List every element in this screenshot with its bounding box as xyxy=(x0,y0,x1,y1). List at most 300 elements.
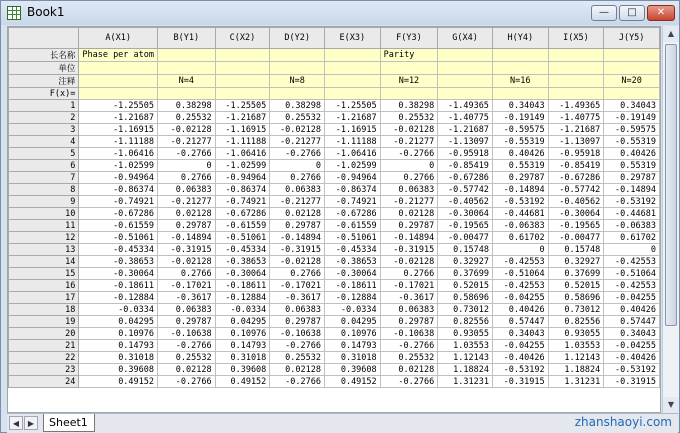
data-cell[interactable]: 0.02128 xyxy=(158,364,216,376)
data-cell[interactable]: 0.39608 xyxy=(79,364,158,376)
data-cell[interactable]: -0.38653 xyxy=(79,256,158,268)
data-cell[interactable]: -0.95918 xyxy=(438,148,493,160)
data-cell[interactable]: 1.18824 xyxy=(548,364,604,376)
data-cell[interactable]: 0.93055 xyxy=(438,328,493,340)
data-cell[interactable]: -0.57742 xyxy=(438,184,493,196)
data-cell[interactable]: 0.06383 xyxy=(158,304,216,316)
data-cell[interactable]: 0.14793 xyxy=(215,340,270,352)
data-cell[interactable]: -0.2766 xyxy=(270,148,325,160)
tab-next-icon[interactable]: ▶ xyxy=(24,416,38,430)
data-cell[interactable]: -0.21277 xyxy=(158,196,216,208)
data-cell[interactable]: 0.31018 xyxy=(79,352,158,364)
data-cell[interactable]: -0.18611 xyxy=(325,280,381,292)
data-cell[interactable]: -0.42553 xyxy=(492,280,548,292)
data-cell[interactable]: 0.06383 xyxy=(270,304,325,316)
data-cell[interactable]: 0.25532 xyxy=(270,112,325,124)
data-cell[interactable]: 0.61702 xyxy=(604,232,660,244)
title-bar[interactable] xyxy=(1,1,679,25)
meta-cell[interactable] xyxy=(438,88,493,100)
data-cell[interactable]: -0.14894 xyxy=(604,184,660,196)
row-number[interactable]: 15 xyxy=(9,268,79,280)
data-cell[interactable]: 0.25532 xyxy=(380,112,438,124)
data-cell[interactable]: 0.39608 xyxy=(215,364,270,376)
data-cell[interactable]: -0.67286 xyxy=(79,208,158,220)
meta-cell[interactable] xyxy=(270,62,325,75)
row-number[interactable]: 16 xyxy=(9,280,79,292)
data-cell[interactable]: -0.0334 xyxy=(215,304,270,316)
corner-cell[interactable] xyxy=(9,28,79,49)
data-cell[interactable]: -0.30064 xyxy=(438,208,493,220)
data-cell[interactable]: 0.10976 xyxy=(215,328,270,340)
column-header[interactable]: C(X2) xyxy=(215,28,270,49)
data-cell[interactable]: 0.02128 xyxy=(270,208,325,220)
meta-cell[interactable] xyxy=(604,49,660,62)
column-header[interactable]: G(X4) xyxy=(438,28,493,49)
data-cell[interactable]: -1.25505 xyxy=(79,100,158,112)
meta-cell[interactable] xyxy=(158,88,216,100)
data-cell[interactable]: -0.04255 xyxy=(492,340,548,352)
data-cell[interactable]: -0.3617 xyxy=(380,292,438,304)
data-cell[interactable]: 0.82556 xyxy=(548,316,604,328)
data-cell[interactable]: 0.40426 xyxy=(604,148,660,160)
data-cell[interactable]: -0.38653 xyxy=(325,256,381,268)
row-number[interactable]: 3 xyxy=(9,124,79,136)
data-cell[interactable]: -0.31915 xyxy=(604,376,660,388)
data-cell[interactable]: -0.44681 xyxy=(492,208,548,220)
meta-cell[interactable] xyxy=(492,62,548,75)
data-cell[interactable]: 0 xyxy=(380,160,438,172)
data-cell[interactable]: -0.86374 xyxy=(79,184,158,196)
data-cell[interactable]: -0.51061 xyxy=(325,232,381,244)
meta-label[interactable]: F(x)= xyxy=(9,88,79,100)
data-cell[interactable]: -0.67286 xyxy=(215,208,270,220)
data-cell[interactable]: -0.51064 xyxy=(604,268,660,280)
data-cell[interactable]: -1.11188 xyxy=(79,136,158,148)
data-cell[interactable]: -0.31915 xyxy=(158,244,216,256)
data-cell[interactable]: -0.17021 xyxy=(158,280,216,292)
meta-cell[interactable] xyxy=(325,49,381,62)
data-cell[interactable]: 0.10976 xyxy=(325,328,381,340)
row-number[interactable]: 11 xyxy=(9,220,79,232)
data-cell[interactable]: 0 xyxy=(158,160,216,172)
data-cell[interactable]: -0.14894 xyxy=(380,232,438,244)
data-cell[interactable]: -0.42553 xyxy=(604,256,660,268)
data-cell[interactable]: 0.06383 xyxy=(158,184,216,196)
data-cell[interactable]: -0.17021 xyxy=(380,280,438,292)
data-cell[interactable]: -1.13097 xyxy=(548,136,604,148)
data-cell[interactable]: 0.57447 xyxy=(604,316,660,328)
meta-cell[interactable]: N=12 xyxy=(380,75,438,88)
data-cell[interactable]: -0.19149 xyxy=(492,112,548,124)
meta-cell[interactable] xyxy=(215,75,270,88)
meta-cell[interactable] xyxy=(604,88,660,100)
data-cell[interactable]: -1.16915 xyxy=(79,124,158,136)
data-cell[interactable]: -0.2766 xyxy=(158,376,216,388)
data-cell[interactable]: -0.74921 xyxy=(215,196,270,208)
data-cell[interactable]: -0.67286 xyxy=(548,172,604,184)
data-cell[interactable]: -0.42553 xyxy=(492,256,548,268)
meta-label[interactable]: 单位 xyxy=(9,62,79,75)
data-cell[interactable]: -0.04255 xyxy=(604,292,660,304)
data-cell[interactable]: -0.85419 xyxy=(548,160,604,172)
data-cell[interactable]: -0.12884 xyxy=(325,292,381,304)
data-cell[interactable]: -0.12884 xyxy=(79,292,158,304)
data-cell[interactable]: 0.2766 xyxy=(270,268,325,280)
data-cell[interactable]: 1.12143 xyxy=(438,352,493,364)
data-cell[interactable]: 0.15748 xyxy=(548,244,604,256)
data-cell[interactable]: 0.38298 xyxy=(158,100,216,112)
data-cell[interactable]: -0.0334 xyxy=(79,304,158,316)
meta-cell[interactable] xyxy=(158,62,216,75)
data-cell[interactable]: -0.55319 xyxy=(604,136,660,148)
data-cell[interactable]: -0.31915 xyxy=(492,376,548,388)
data-cell[interactable]: -0.51061 xyxy=(79,232,158,244)
data-cell[interactable]: 0.04295 xyxy=(79,316,158,328)
data-cell[interactable]: 0.31018 xyxy=(325,352,381,364)
meta-cell[interactable] xyxy=(604,62,660,75)
data-cell[interactable]: -1.25505 xyxy=(215,100,270,112)
data-cell[interactable]: 0.04295 xyxy=(325,316,381,328)
data-cell[interactable]: 0.14793 xyxy=(79,340,158,352)
column-header[interactable]: J(Y5) xyxy=(604,28,660,49)
data-cell[interactable]: -0.18611 xyxy=(79,280,158,292)
vertical-scrollbar[interactable] xyxy=(662,26,679,413)
data-cell[interactable]: -0.02128 xyxy=(380,256,438,268)
data-cell[interactable]: 0.29787 xyxy=(270,220,325,232)
data-cell[interactable]: -0.02128 xyxy=(158,124,216,136)
data-cell[interactable]: 0.52015 xyxy=(548,280,604,292)
data-cell[interactable]: -0.06383 xyxy=(604,220,660,232)
row-number[interactable]: 20 xyxy=(9,328,79,340)
data-cell[interactable]: -1.21687 xyxy=(79,112,158,124)
data-cell[interactable]: 0.34043 xyxy=(604,100,660,112)
column-header[interactable]: E(X3) xyxy=(325,28,381,49)
data-cell[interactable]: -1.21687 xyxy=(325,112,381,124)
data-cell[interactable]: 0.29787 xyxy=(492,172,548,184)
data-cell[interactable]: 0 xyxy=(270,160,325,172)
data-cell[interactable]: 0.2766 xyxy=(380,172,438,184)
data-cell[interactable]: 0.02128 xyxy=(380,208,438,220)
data-cell[interactable]: 0.2766 xyxy=(380,268,438,280)
data-cell[interactable]: -0.94964 xyxy=(79,172,158,184)
data-cell[interactable]: -0.45334 xyxy=(215,244,270,256)
data-cell[interactable]: -0.06383 xyxy=(492,220,548,232)
column-header[interactable]: B(Y1) xyxy=(158,28,216,49)
data-cell[interactable]: -1.02599 xyxy=(215,160,270,172)
data-cell[interactable]: -0.30064 xyxy=(215,268,270,280)
data-cell[interactable]: -0.19565 xyxy=(548,220,604,232)
data-cell[interactable]: -0.02128 xyxy=(158,256,216,268)
data-cell[interactable]: 0.73012 xyxy=(438,304,493,316)
row-number[interactable]: 1 xyxy=(9,100,79,112)
data-cell[interactable]: -0.10638 xyxy=(158,328,216,340)
data-cell[interactable]: -1.21687 xyxy=(438,124,493,136)
meta-cell[interactable] xyxy=(79,75,158,88)
meta-cell[interactable] xyxy=(270,49,325,62)
data-cell[interactable]: -0.21277 xyxy=(270,136,325,148)
data-cell[interactable]: -0.61559 xyxy=(325,220,381,232)
data-cell[interactable]: 0.15748 xyxy=(438,244,493,256)
data-cell[interactable]: 0.82556 xyxy=(438,316,493,328)
meta-cell[interactable]: Parity xyxy=(380,49,438,62)
meta-cell[interactable] xyxy=(215,49,270,62)
data-cell[interactable]: -0.40562 xyxy=(438,196,493,208)
data-cell[interactable]: -0.45334 xyxy=(325,244,381,256)
column-header[interactable]: H(Y4) xyxy=(492,28,548,49)
data-cell[interactable]: 0.14793 xyxy=(325,340,381,352)
data-cell[interactable]: 0.58696 xyxy=(548,292,604,304)
data-cell[interactable]: -0.02128 xyxy=(270,124,325,136)
data-cell[interactable]: -0.2766 xyxy=(270,376,325,388)
meta-cell[interactable]: N=4 xyxy=(158,75,216,88)
data-cell[interactable]: -0.30064 xyxy=(325,268,381,280)
row-number[interactable]: 19 xyxy=(9,316,79,328)
scroll-down-icon[interactable]: ▼ xyxy=(663,397,679,413)
data-cell[interactable]: 1.18824 xyxy=(438,364,493,376)
data-cell[interactable]: -0.95918 xyxy=(548,148,604,160)
data-cell[interactable]: -0.10638 xyxy=(270,328,325,340)
data-cell[interactable]: 0.02128 xyxy=(270,364,325,376)
data-cell[interactable]: -0.2766 xyxy=(380,148,438,160)
row-number[interactable]: 17 xyxy=(9,292,79,304)
data-cell[interactable]: 0.06383 xyxy=(380,304,438,316)
data-cell[interactable]: -0.2766 xyxy=(158,340,216,352)
data-cell[interactable]: -0.67286 xyxy=(325,208,381,220)
data-cell[interactable]: 0.25532 xyxy=(158,352,216,364)
data-cell[interactable]: -1.49365 xyxy=(438,100,493,112)
data-cell[interactable]: -0.04255 xyxy=(604,340,660,352)
meta-cell[interactable]: N=16 xyxy=(492,75,548,88)
data-cell[interactable]: -0.2766 xyxy=(380,376,438,388)
meta-cell[interactable] xyxy=(325,75,381,88)
meta-cell[interactable] xyxy=(215,62,270,75)
data-cell[interactable]: -0.00477 xyxy=(548,232,604,244)
data-cell[interactable]: -0.45334 xyxy=(79,244,158,256)
row-number[interactable]: 8 xyxy=(9,184,79,196)
meta-cell[interactable] xyxy=(325,88,381,100)
data-cell[interactable]: -0.31915 xyxy=(380,244,438,256)
data-cell[interactable]: 0.29787 xyxy=(604,172,660,184)
scroll-thumb[interactable] xyxy=(665,44,677,326)
row-number[interactable]: 14 xyxy=(9,256,79,268)
data-cell[interactable]: -0.86374 xyxy=(215,184,270,196)
data-cell[interactable]: -0.53192 xyxy=(492,364,548,376)
meta-cell[interactable] xyxy=(548,75,604,88)
data-cell[interactable]: -0.67286 xyxy=(438,172,493,184)
meta-cell[interactable]: N=20 xyxy=(604,75,660,88)
data-cell[interactable]: 0.37699 xyxy=(438,268,493,280)
data-cell[interactable]: -0.3617 xyxy=(158,292,216,304)
data-cell[interactable]: -0.19149 xyxy=(604,112,660,124)
data-cell[interactable]: -1.40775 xyxy=(548,112,604,124)
data-cell[interactable]: 0.2766 xyxy=(270,172,325,184)
close-button[interactable] xyxy=(647,5,675,21)
data-cell[interactable]: 0.93055 xyxy=(548,328,604,340)
data-cell[interactable]: 0.38298 xyxy=(380,100,438,112)
meta-cell[interactable] xyxy=(380,62,438,75)
data-cell[interactable]: 0.25532 xyxy=(270,352,325,364)
meta-cell[interactable] xyxy=(215,88,270,100)
data-cell[interactable]: -0.12884 xyxy=(215,292,270,304)
meta-cell[interactable] xyxy=(438,49,493,62)
data-cell[interactable]: -1.40775 xyxy=(438,112,493,124)
data-cell[interactable]: -0.44681 xyxy=(604,208,660,220)
data-cell[interactable]: -0.40426 xyxy=(604,352,660,364)
data-cell[interactable]: -1.16915 xyxy=(215,124,270,136)
data-cell[interactable]: -0.21277 xyxy=(158,136,216,148)
data-cell[interactable]: 0.29787 xyxy=(380,220,438,232)
meta-cell[interactable] xyxy=(270,88,325,100)
data-cell[interactable]: -0.2766 xyxy=(380,340,438,352)
data-cell[interactable]: -1.11188 xyxy=(325,136,381,148)
data-cell[interactable]: -0.14894 xyxy=(270,232,325,244)
data-cell[interactable]: -0.74921 xyxy=(79,196,158,208)
data-cell[interactable]: -0.74921 xyxy=(325,196,381,208)
column-header[interactable]: I(X5) xyxy=(548,28,604,49)
meta-cell[interactable]: Phase per atom xyxy=(79,49,158,62)
data-cell[interactable]: 0.40426 xyxy=(492,304,548,316)
row-number[interactable]: 24 xyxy=(9,376,79,388)
tab-prev-icon[interactable]: ◀ xyxy=(9,416,23,430)
data-cell[interactable]: 0.38298 xyxy=(270,100,325,112)
data-cell[interactable]: -0.30064 xyxy=(79,268,158,280)
data-cell[interactable]: 0.02128 xyxy=(158,208,216,220)
meta-cell[interactable] xyxy=(438,75,493,88)
meta-cell[interactable] xyxy=(158,49,216,62)
data-cell[interactable]: -0.3617 xyxy=(270,292,325,304)
data-cell[interactable]: -0.51061 xyxy=(215,232,270,244)
data-cell[interactable]: -0.53192 xyxy=(604,364,660,376)
data-cell[interactable]: 0.61702 xyxy=(492,232,548,244)
data-cell[interactable]: 1.03553 xyxy=(548,340,604,352)
data-cell[interactable]: -0.85419 xyxy=(438,160,493,172)
data-cell[interactable]: 0.02128 xyxy=(380,364,438,376)
data-cell[interactable]: 0.55319 xyxy=(604,160,660,172)
data-cell[interactable]: 1.12143 xyxy=(548,352,604,364)
meta-label[interactable]: 长名称 xyxy=(9,49,79,62)
meta-cell[interactable]: N=8 xyxy=(270,75,325,88)
data-cell[interactable]: -0.00477 xyxy=(438,232,493,244)
data-cell[interactable]: -0.2766 xyxy=(270,340,325,352)
data-cell[interactable]: -1.06416 xyxy=(215,148,270,160)
row-number[interactable]: 13 xyxy=(9,244,79,256)
meta-cell[interactable] xyxy=(380,88,438,100)
data-cell[interactable]: -0.18611 xyxy=(215,280,270,292)
data-cell[interactable]: -1.06416 xyxy=(325,148,381,160)
data-cell[interactable]: -0.17021 xyxy=(270,280,325,292)
data-cell[interactable]: -1.02599 xyxy=(325,160,381,172)
data-cell[interactable]: 0.29787 xyxy=(270,316,325,328)
data-cell[interactable]: 0.25532 xyxy=(380,352,438,364)
data-cell[interactable]: -1.21687 xyxy=(548,124,604,136)
data-cell[interactable]: 0.57447 xyxy=(492,316,548,328)
data-cell[interactable]: -0.21277 xyxy=(380,196,438,208)
row-number[interactable]: 6 xyxy=(9,160,79,172)
row-number[interactable]: 9 xyxy=(9,196,79,208)
data-cell[interactable]: -0.2766 xyxy=(158,148,216,160)
row-number[interactable]: 18 xyxy=(9,304,79,316)
data-cell[interactable]: 0.34043 xyxy=(492,328,548,340)
data-cell[interactable]: -0.10638 xyxy=(380,328,438,340)
data-cell[interactable]: -0.40426 xyxy=(492,352,548,364)
meta-cell[interactable] xyxy=(438,62,493,75)
data-cell[interactable]: 1.31231 xyxy=(548,376,604,388)
data-cell[interactable]: -0.19565 xyxy=(438,220,493,232)
data-cell[interactable]: -0.21277 xyxy=(380,136,438,148)
data-cell[interactable]: 0.49152 xyxy=(79,376,158,388)
data-cell[interactable]: 0.32927 xyxy=(548,256,604,268)
row-number[interactable]: 2 xyxy=(9,112,79,124)
data-cell[interactable]: -0.04255 xyxy=(492,292,548,304)
row-number[interactable]: 4 xyxy=(9,136,79,148)
data-cell[interactable]: -0.51064 xyxy=(492,268,548,280)
data-cell[interactable]: 0.39608 xyxy=(325,364,381,376)
worksheet-grid[interactable] xyxy=(7,26,661,413)
data-cell[interactable]: 0 xyxy=(492,244,548,256)
row-number[interactable]: 10 xyxy=(9,208,79,220)
data-cell[interactable]: -0.14894 xyxy=(158,232,216,244)
data-cell[interactable]: 0.40426 xyxy=(604,304,660,316)
data-cell[interactable]: -0.94964 xyxy=(215,172,270,184)
meta-cell[interactable] xyxy=(79,62,158,75)
data-cell[interactable]: -1.49365 xyxy=(548,100,604,112)
data-cell[interactable]: 0 xyxy=(604,244,660,256)
data-cell[interactable]: 0.04295 xyxy=(215,316,270,328)
data-cell[interactable]: -0.38653 xyxy=(215,256,270,268)
data-cell[interactable]: 1.03553 xyxy=(438,340,493,352)
data-cell[interactable]: 0.25532 xyxy=(158,112,216,124)
minimize-button[interactable] xyxy=(591,5,617,21)
data-cell[interactable]: -0.30064 xyxy=(548,208,604,220)
data-cell[interactable]: 0.37699 xyxy=(548,268,604,280)
row-number[interactable]: 21 xyxy=(9,340,79,352)
data-cell[interactable]: -1.25505 xyxy=(325,100,381,112)
data-cell[interactable]: -0.14894 xyxy=(492,184,548,196)
data-cell[interactable]: 0.32927 xyxy=(438,256,493,268)
column-header[interactable]: F(Y3) xyxy=(380,28,438,49)
data-cell[interactable]: 0.49152 xyxy=(215,376,270,388)
data-cell[interactable]: 0.31018 xyxy=(215,352,270,364)
data-cell[interactable]: 0.55319 xyxy=(492,160,548,172)
meta-label[interactable]: 注释 xyxy=(9,75,79,88)
row-number[interactable]: 12 xyxy=(9,232,79,244)
data-cell[interactable]: 0.2766 xyxy=(158,268,216,280)
data-cell[interactable]: 0.34043 xyxy=(492,100,548,112)
data-cell[interactable]: 0.06383 xyxy=(380,184,438,196)
data-cell[interactable]: -0.59575 xyxy=(604,124,660,136)
data-cell[interactable]: 0.10976 xyxy=(79,328,158,340)
data-cell[interactable]: -0.59575 xyxy=(492,124,548,136)
row-number[interactable]: 7 xyxy=(9,172,79,184)
data-cell[interactable]: 0.49152 xyxy=(325,376,381,388)
scroll-up-icon[interactable]: ▲ xyxy=(663,26,679,42)
data-cell[interactable]: 1.31231 xyxy=(438,376,493,388)
data-cell[interactable]: 0.06383 xyxy=(270,184,325,196)
row-number[interactable]: 23 xyxy=(9,364,79,376)
data-cell[interactable]: -1.21687 xyxy=(215,112,270,124)
meta-cell[interactable] xyxy=(548,88,604,100)
column-header[interactable]: D(Y2) xyxy=(270,28,325,49)
meta-cell[interactable] xyxy=(492,88,548,100)
data-cell[interactable]: -1.13097 xyxy=(438,136,493,148)
data-cell[interactable]: 0.58696 xyxy=(438,292,493,304)
tab-sheet1[interactable] xyxy=(43,414,95,432)
data-cell[interactable]: 0.29787 xyxy=(158,220,216,232)
data-cell[interactable]: -0.86374 xyxy=(325,184,381,196)
data-cell[interactable]: -0.55319 xyxy=(492,136,548,148)
meta-cell[interactable] xyxy=(548,62,604,75)
meta-cell[interactable] xyxy=(325,62,381,75)
